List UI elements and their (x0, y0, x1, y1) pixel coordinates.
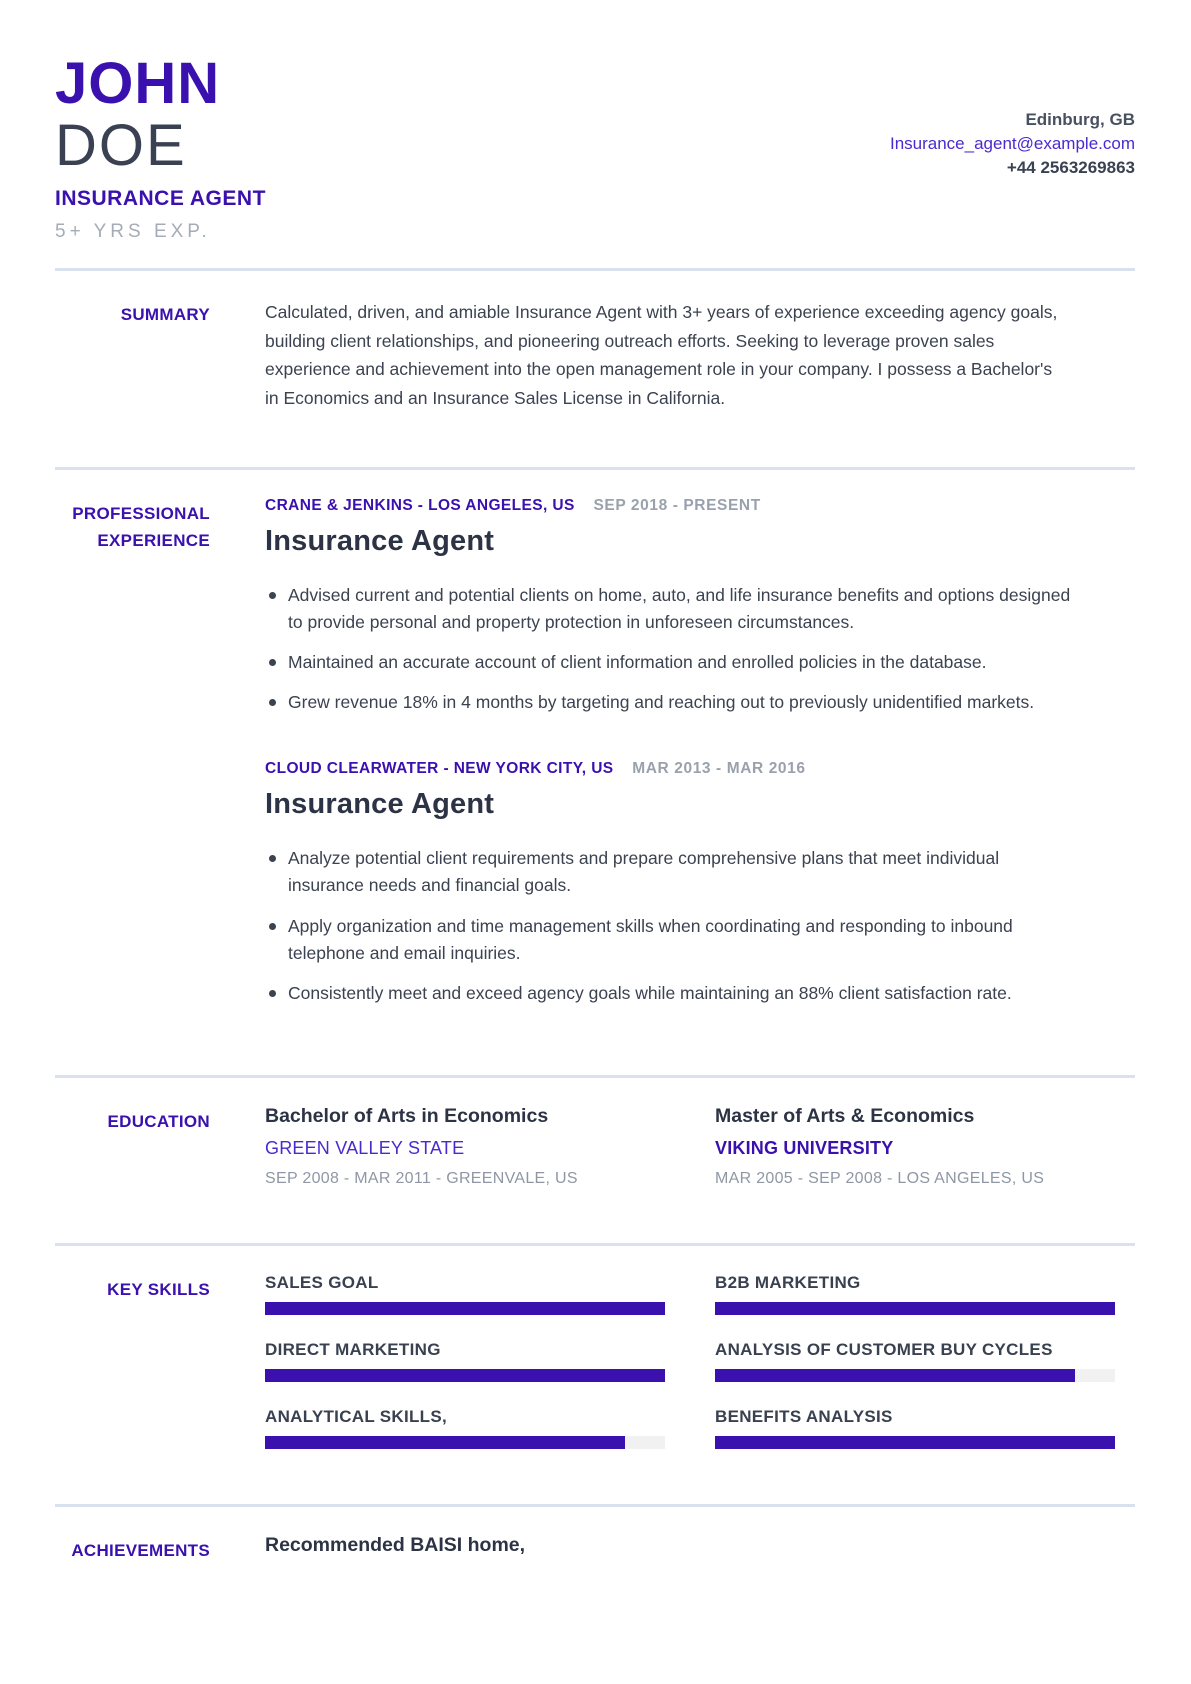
skill-bar-fill (715, 1302, 1115, 1315)
job-bullet: Analyze potential client requirements and prepare comprehensive plans that meet individual insurance needs and financial goals. (265, 845, 1075, 899)
job-bullet: Consistently meet and exceed agency goals while maintaining an 88% client satisfaction rate. (265, 980, 1075, 1007)
achievement-item: Recommended BAISI home, (265, 1533, 526, 1556)
name-block (55, 51, 266, 243)
skills-grid (265, 1273, 1135, 1449)
job-entry (265, 760, 1135, 1007)
skill-name: ANALYTICAL SKILLS, (265, 1406, 448, 1426)
degree-title: Master of Arts & Economics (715, 1104, 975, 1127)
position-title: Insurance Agent (265, 524, 495, 557)
job-bullet-list (265, 582, 1135, 717)
experience-label: PROFESSIONAL EXPERIENCE (72, 503, 210, 551)
section-achievements (55, 1507, 1135, 1594)
degree-title: Bachelor of Arts in Economics (265, 1104, 549, 1127)
skill-item (265, 1407, 665, 1449)
skill-bar-fill (715, 1369, 1075, 1382)
school-name: VIKING UNIVERSITY (715, 1137, 894, 1158)
skill-item (715, 1340, 1115, 1382)
last-name: DOE (55, 113, 187, 178)
education-dates: SEP 2008 - MAR 2011 - GREENVALE, US (265, 1169, 578, 1187)
skill-name: SALES GOAL (265, 1272, 379, 1292)
skill-item (715, 1273, 1115, 1315)
job-bullet: Grew revenue 18% in 4 months by targeting and reaching out to previously unidentified markets. (265, 689, 1075, 716)
skill-bar-fill (265, 1302, 665, 1315)
skill-bar-track (715, 1302, 1115, 1315)
summary-text: Calculated, driven, and amiable Insurance Agent with 3+ years of experience exceeding agency goals, building client relationships, and pioneering outreach efforts. Seeking to leverage proven sales experience and achievement into the open management role in your company. I possess a Bachelor's in Economics and an Insurance Sales License in California. (265, 302, 1058, 408)
education-entry (265, 1105, 665, 1188)
education-entry (715, 1105, 1115, 1188)
achievements-content (265, 1534, 1135, 1564)
position-title: Insurance Agent (265, 788, 495, 821)
job-dates: MAR 2013 - MAR 2016 (632, 760, 806, 778)
skill-bar-track (265, 1369, 665, 1382)
skill-item (265, 1340, 665, 1382)
section-experience (55, 470, 1135, 1050)
education-label: EDUCATION (107, 1111, 210, 1131)
skill-item (265, 1273, 665, 1315)
skill-bar-track (265, 1302, 665, 1315)
job-meta (265, 760, 1135, 778)
section-education (55, 1078, 1135, 1218)
experience-content (265, 497, 1135, 1020)
skill-bar-fill (265, 1436, 625, 1449)
company-name: CLOUD CLEARWATER - NEW YORK CITY, US (265, 760, 614, 778)
skill-name: BENEFITS ANALYSIS (715, 1406, 893, 1426)
contact-phone: +44 2563269863 (1006, 158, 1135, 177)
contact-block (890, 55, 1135, 183)
skill-bar-track (715, 1436, 1115, 1449)
first-name: JOHN (55, 51, 221, 116)
headline-job-title: INSURANCE AGENT (55, 187, 266, 211)
skill-name: B2B MARKETING (715, 1272, 861, 1292)
header (55, 51, 1135, 243)
job-bullet: Advised current and potential clients on home, auto, and life insurance benefits and options designed to provide personal and property protection in unforeseen circumstances. (265, 582, 1075, 636)
skill-name: ANALYSIS OF CUSTOMER BUY CYCLES (715, 1339, 1053, 1359)
contact-location: Edinburg, GB (1025, 110, 1135, 129)
company-name: CRANE & JENKINS - LOS ANGELES, US (265, 496, 575, 514)
experience-badge: 5+ YRS EXP. (55, 221, 211, 243)
job-bullet: Maintained an accurate account of client information and enrolled policies in the database. (265, 649, 1075, 676)
school-name: GREEN VALLEY STATE (265, 1137, 465, 1158)
skill-bar-track (265, 1436, 665, 1449)
summary-label: SUMMARY (120, 305, 210, 325)
section-key-skills (55, 1246, 1135, 1479)
skill-bar-track (715, 1369, 1115, 1382)
skill-bar-fill (715, 1436, 1115, 1449)
job-meta (265, 497, 1135, 515)
key-skills-label: KEY SKILLS (107, 1279, 210, 1299)
section-summary (55, 271, 1135, 441)
contact-email-link[interactable]: Insurance_agent@example.com (889, 134, 1135, 153)
education-dates: MAR 2005 - SEP 2008 - LOS ANGELES, US (715, 1169, 1045, 1187)
achievements-label: ACHIEVEMENTS (71, 1540, 210, 1560)
job-bullet: Apply organization and time management skills when coordinating and responding to inbound telephone and email inquiries. (265, 913, 1075, 967)
job-dates: SEP 2018 - PRESENT (593, 496, 761, 514)
job-bullet-list (265, 845, 1135, 1007)
skill-bar-fill (265, 1369, 665, 1382)
education-content (265, 1105, 1135, 1188)
skill-item (715, 1407, 1115, 1449)
job-entry (265, 497, 1135, 717)
skill-name: DIRECT MARKETING (265, 1339, 441, 1359)
